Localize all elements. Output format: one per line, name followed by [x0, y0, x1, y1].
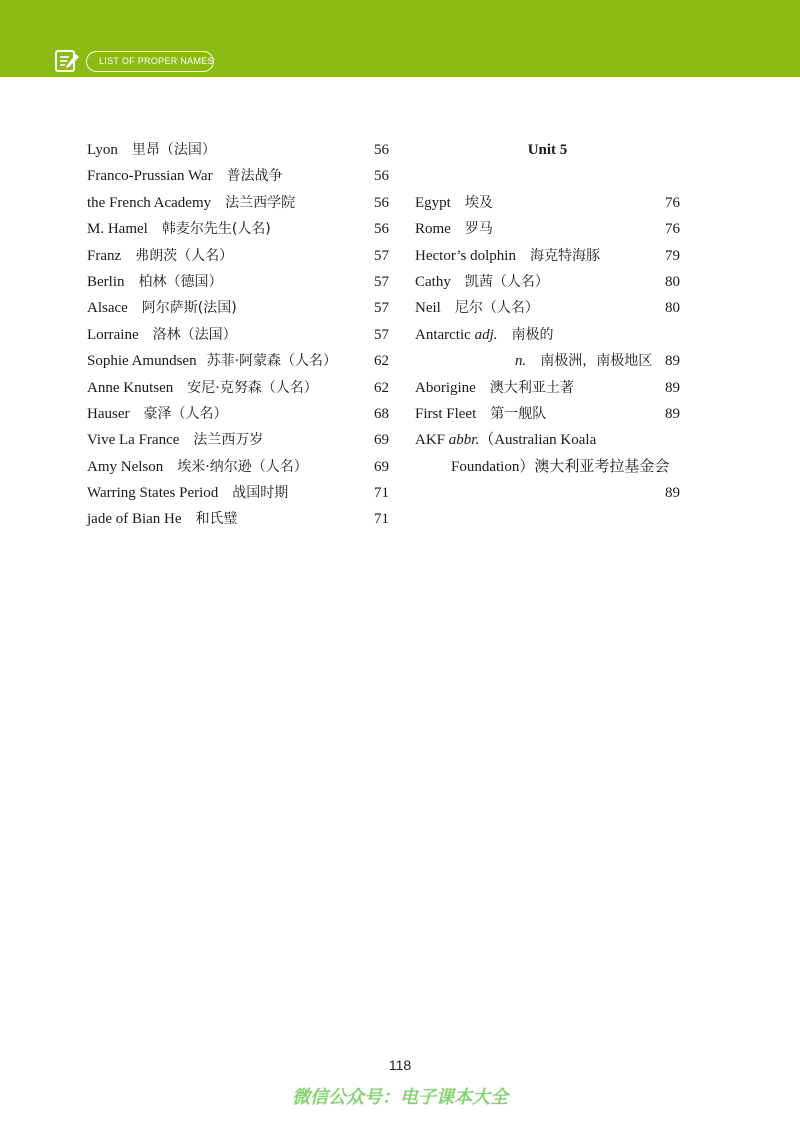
list-item-akf [415, 427, 680, 453]
entry-page: 56 [374, 194, 389, 211]
entry-part-of-speech: adj. [474, 326, 498, 343]
entry-page: 76 [665, 221, 680, 238]
entry-page: 57 [374, 300, 389, 317]
entry-name: Franz [87, 247, 122, 264]
entry-translation: 凯茜（人名） [464, 273, 549, 290]
entry-page: 79 [665, 247, 680, 264]
page-number: 118 [388, 1057, 412, 1073]
entry-name: Cathy [415, 273, 451, 290]
entry-page: 57 [374, 273, 389, 290]
list-item [415, 190, 680, 216]
entry-name: Warring States Period [87, 485, 219, 502]
edit-note-icon [54, 48, 80, 74]
list-item [87, 269, 389, 295]
entry-name: Anne Knutsen [87, 379, 174, 396]
list-item [87, 506, 389, 532]
section-label: LIST OF PROPER NAMES [86, 51, 214, 72]
list-item [87, 401, 389, 427]
list-item [415, 269, 680, 295]
entry-page: 57 [374, 247, 389, 264]
list-item [87, 216, 389, 242]
list-item [87, 427, 389, 453]
entry-translation: 法兰西万岁 [193, 432, 264, 449]
entry-translation: 海克特海豚 [529, 247, 600, 264]
entry-name: Aborigine [415, 379, 476, 396]
entry-page: 71 [374, 485, 389, 502]
list-item-continuation [415, 454, 680, 480]
right-column [415, 137, 680, 506]
entry-translation: 韩麦尔先生(人名) [161, 221, 271, 238]
list-item [415, 375, 680, 401]
entry-page: 62 [374, 353, 389, 370]
entry-name: First Fleet [415, 405, 477, 422]
entry-name: Franco-Prussian War [87, 168, 213, 185]
entry-translation: 尼尔（人名） [454, 300, 539, 317]
list-item [87, 348, 389, 374]
entry-translation: 安尼·克努森（人名） [187, 379, 318, 396]
entry-translation: 弗朗茨（人名） [135, 247, 234, 264]
entry-part-of-speech: n. [515, 353, 527, 370]
entry-translation: 苏菲·阿蒙森（人名） [206, 353, 338, 370]
entry-page: 89 [665, 353, 680, 370]
entry-name: M. Hamel [87, 221, 148, 238]
entry-page: 56 [374, 142, 389, 158]
entry-page: 89 [665, 379, 680, 396]
entry-translation: 罗马 [464, 221, 493, 238]
entry-name: Egypt [415, 194, 451, 211]
entry-translation: 柏林（德国） [138, 273, 223, 290]
entry-page: 69 [374, 432, 389, 449]
entry-page: 62 [374, 379, 389, 396]
entry-translation: 和氏璧 [195, 511, 238, 528]
list-item [87, 163, 389, 189]
entry-name: Vive La France [87, 432, 180, 449]
entry-name: Alsace [87, 300, 128, 317]
entry-name: Lyon [87, 142, 118, 158]
entry-name: Hauser [87, 405, 130, 422]
entry-name: Amy Nelson [87, 458, 164, 475]
unit-heading: Unit 5 [527, 142, 568, 158]
entry-name: the French Academy [87, 194, 212, 211]
entry-name: Sophie Amundsen [87, 353, 197, 370]
entry-name: Antarctic [415, 326, 471, 343]
entry-name: Berlin [87, 273, 125, 290]
list-item [415, 243, 680, 269]
watermark: 微信公众号：电子课本大全 [292, 1087, 508, 1108]
entry-page: 89 [665, 405, 680, 422]
entry-page: 89 [665, 485, 680, 502]
list-item [87, 190, 389, 216]
entry-name: Neil [415, 300, 441, 317]
list-item [87, 322, 389, 348]
entry-expansion-line2: Foundation）澳大利亚考拉基金会 [451, 458, 670, 475]
entry-translation: 普法战争 [226, 168, 283, 185]
entry-page: 76 [665, 194, 680, 211]
left-column [87, 137, 389, 533]
entry-page: 68 [374, 405, 389, 422]
list-item-continuation [415, 348, 680, 374]
entry-translation: 埃及 [464, 194, 493, 211]
entry-name: Rome [415, 221, 451, 238]
list-item [87, 243, 389, 269]
entry-page: 56 [374, 168, 389, 185]
entry-part-of-speech: abbr. [448, 432, 480, 449]
entry-name: AKF [415, 432, 446, 449]
entry-name: jade of Bian He [87, 511, 182, 528]
entry-translation: 南极的 [511, 326, 554, 343]
entry-page: 71 [374, 511, 389, 528]
list-item [87, 480, 389, 506]
entry-page: 80 [665, 273, 680, 290]
list-item [415, 401, 680, 427]
list-item [87, 375, 389, 401]
list-item [87, 454, 389, 480]
entry-translation: 战国时期 [232, 485, 289, 502]
entry-translation: 法兰西学院 [225, 194, 296, 211]
entry-translation: 第一舰队 [490, 405, 547, 422]
entry-page: 56 [374, 221, 389, 238]
entry-name: Lorraine [87, 326, 139, 343]
entry-name: Hector’s dolphin [415, 247, 516, 264]
entry-translation: 里昂（法国） [131, 142, 216, 158]
entry-translation: 埃米·纳尔逊（人名） [177, 458, 308, 475]
list-item [87, 137, 389, 163]
list-item [87, 295, 389, 321]
list-item-continuation [415, 480, 680, 506]
list-item [415, 216, 680, 242]
list-item [415, 295, 680, 321]
entry-page: 69 [374, 458, 389, 475]
entry-translation: 南极洲，南极地区 [540, 353, 653, 370]
entry-page: 80 [665, 300, 680, 317]
list-item-antarctic [415, 322, 680, 348]
entry-translation: 阿尔萨斯(法国) [141, 300, 237, 317]
entry-translation: 洛林（法国） [152, 326, 237, 343]
entry-translation: 澳大利亚土著 [489, 379, 574, 396]
entry-translation: 豪泽（人名） [143, 405, 228, 422]
entry-page: 57 [374, 326, 389, 343]
spacer [415, 163, 680, 189]
entry-expansion: （Australian Koala [479, 432, 597, 449]
